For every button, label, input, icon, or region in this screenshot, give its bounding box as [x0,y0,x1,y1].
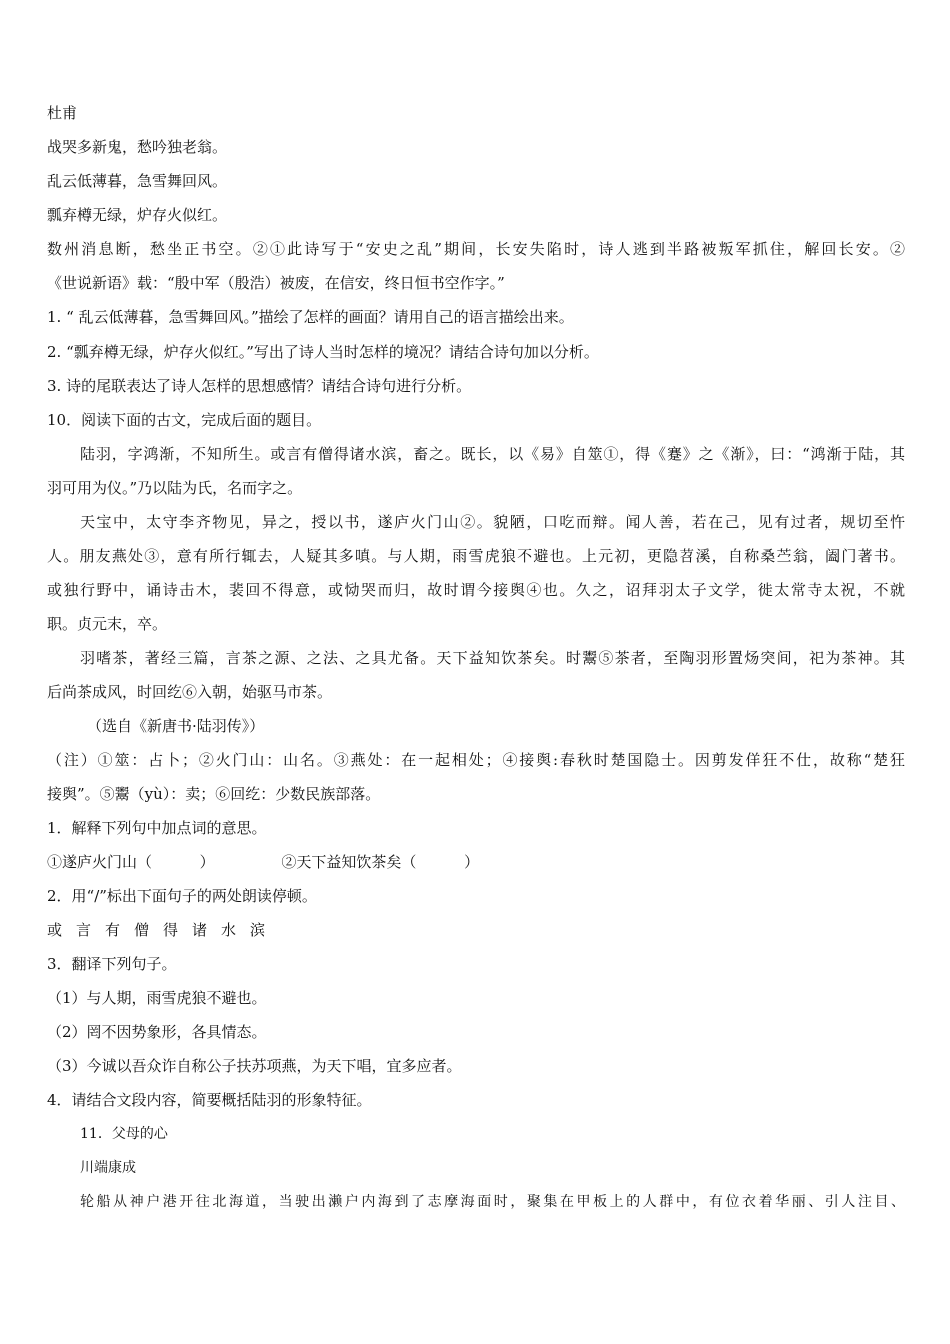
q10-question-3-item: （2）罔不因势象形，各具情态。 [47,1023,267,1041]
q10-question-4: 4．请结合文段内容，简要概括陆羽的形象特征。 [47,1091,372,1109]
q10-heading: 10．阅读下面的古文，完成后面的题目。 [47,411,322,429]
passage-line: 或独行野中，诵诗击木，裴回不得意，或恸哭而归，故时谓今接舆④也。久之，诏拜羽太子文学，徙太常寺太祝，不就 [47,581,905,599]
q11-heading: 11．父母的心 [80,1126,168,1142]
passage-line: 天宝中，太守李齐物见，异之，授以书，遂庐火门山②。貌陋，口吃而辩。闻人善，若在己，见有过者，规切至忤 [80,513,905,531]
poem-line: 乱云低薄暮，急雪舞回风。 [47,172,228,190]
q10-question-2-sentence: 或言有僧得诸水滨 [47,921,280,939]
passage-note: （注）①筮：占卜；②火门山：山名。③燕处：在一起相处；④接舆:春秋时楚国隐士。因剪发佯狂不仕，故称“楚狂 [47,751,905,769]
poem-line: 瓢弃樽无绿，炉存火似红。 [47,206,228,224]
q10-question-1: 1．解释下列句中加点词的意思。 [47,819,267,837]
passage-source: （选自《新唐书·陆羽传》） [87,717,265,735]
q11-author: 川端康成 [80,1160,136,1176]
passage-line: 职。贞元末，卒。 [47,615,168,633]
q10-question-3-item: （1）与人期，雨雪虎狼不避也。 [47,989,267,1007]
q11-first-line: 轮船从神户港开往北海道，当驶出濑户内海到了志摩海面时，聚集在甲板上的人群中，有位衣着华丽、引人注目、 [80,1194,905,1210]
passage-note: 接舆”。⑤鬻（yù）：卖；⑥回纥：少数民族部落。 [47,785,381,803]
passage-line: 羽嗜茶，著经三篇，言茶之源、之法、之具尤备。天下益知饮茶矣。时鬻⑤茶者，至陶羽形置炀突间，祀为茶神。其 [80,649,905,667]
passage-line: 羽可用为仪。”乃以陆为氏，名而字之。 [47,479,303,497]
poem-question-3: 3. 诗的尾联表达了诗人怎样的思想感情？请结合诗句进行分析。 [47,377,472,395]
passage-line: 后尚茶成风，时回纥⑥入朝，始驱马市茶。 [47,683,333,701]
poem-author: 杜甫 [47,104,78,122]
q10-question-1-blanks: ①遂庐火门山（ ） ②天下益知饮茶矣（ ） [47,853,480,871]
document-page [47,96,905,1219]
poem-line-with-note: 数州消息断，愁坐正书空。②①此诗写于“安史之乱”期间，长安失陷时，诗人逃到半路被叛军抓住，解回长安。② [47,240,905,258]
q10-question-3-item: （3）今诚以吾众诈自称公子扶苏项燕，为天下唱，宜多应者。 [47,1057,462,1075]
passage-line: 陆羽，字鸿渐，不知所生。或言有僧得诸水滨，畜之。既长，以《易》自筮①，得《蹇》之《渐》，曰：“鸿渐于陆，其 [80,445,905,463]
poem-line: 战哭多新鬼，愁吟独老翁。 [47,138,228,156]
q10-question-3: 3．翻译下列句子。 [47,955,177,973]
poem-question-1: 1. “ 乱云低薄暮，急雪舞回风。”描绘了怎样的画面？请用自己的语言描绘出来。 [47,308,574,326]
poem-question-2: 2. “瓢弃樽无绿，炉存火似红。”写出了诗人当时怎样的境况？请结合诗句加以分析。 [47,343,599,361]
q10-question-2: 2．用“/”标出下面句子的两处朗读停顿。 [47,887,317,905]
poem-note: 《世说新语》载：“殷中军（殷浩）被废，在信安，终日恒书空作字。” [47,274,505,292]
passage-line: 人。朋友燕处③，意有所行辄去，人疑其多嗔。与人期，雨雪虎狼不避也。上元初，更隐苕溪，自称桑苎翁，阖门著书。 [47,547,905,565]
